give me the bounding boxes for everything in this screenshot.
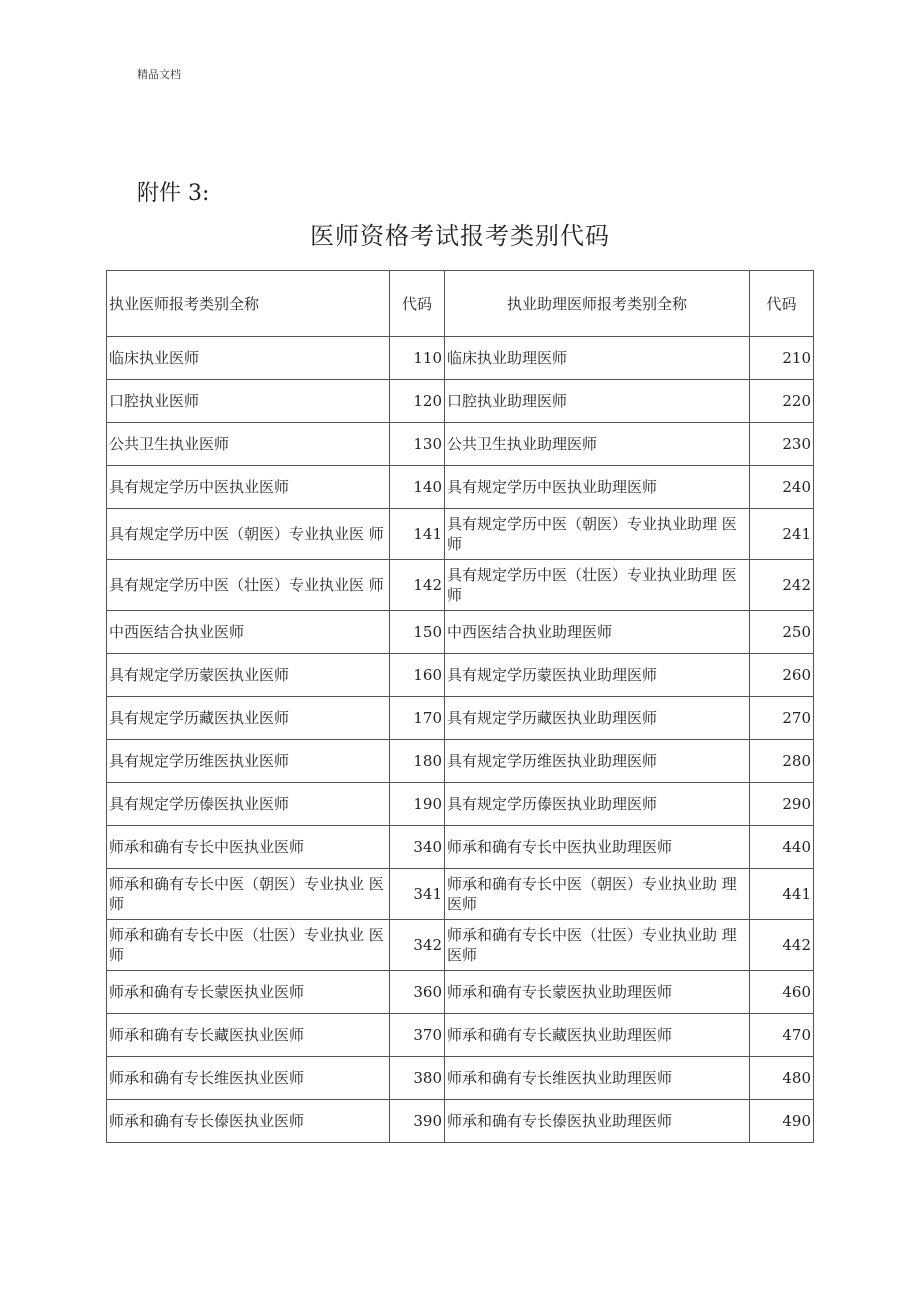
table-row [107, 783, 814, 826]
table-row [107, 1100, 814, 1143]
assistant-code-cell: 480 [750, 1057, 814, 1100]
physician-code-cell: 340 [390, 826, 445, 869]
physician-code-cell: 110 [390, 337, 445, 380]
physician-code-cell: 341 [390, 869, 445, 920]
assistant-category-cell: 具有规定学历中医（朝医）专业执业助理 医师 [445, 509, 750, 560]
assistant-code-cell: 240 [750, 466, 814, 509]
physician-category-cell: 临床执业医师 [107, 337, 390, 380]
assistant-code-cell: 242 [750, 560, 814, 611]
table-row [107, 971, 814, 1014]
assistant-category-cell: 师承和确有专长中医执业助理医师 [445, 826, 750, 869]
assistant-category-cell: 具有规定学历中医（壮医）专业执业助理 医师 [445, 560, 750, 611]
table-row [107, 560, 814, 611]
table-row [107, 611, 814, 654]
table-row [107, 654, 814, 697]
assistant-code-cell: 280 [750, 740, 814, 783]
physician-code-cell: 160 [390, 654, 445, 697]
physician-code-cell: 390 [390, 1100, 445, 1143]
physician-code-cell: 150 [390, 611, 445, 654]
assistant-category-cell: 具有规定学历藏医执业助理医师 [445, 697, 750, 740]
assistant-code-cell: 440 [750, 826, 814, 869]
physician-code-cell: 380 [390, 1057, 445, 1100]
assistant-category-cell: 师承和确有专长中医（朝医）专业执业助 理医师 [445, 869, 750, 920]
assistant-category-cell: 具有规定学历中医执业助理医师 [445, 466, 750, 509]
table-row [107, 509, 814, 560]
header-assistant-code: 代码 [750, 271, 814, 337]
physician-code-cell: 370 [390, 1014, 445, 1057]
physician-category-cell: 师承和确有专长中医（朝医）专业执业 医师 [107, 869, 390, 920]
physician-category-cell: 具有规定学历中医（壮医）专业执业医 师 [107, 560, 390, 611]
page-title: 医师资格考试报考类别代码 [310, 222, 610, 250]
assistant-code-cell: 210 [750, 337, 814, 380]
physician-category-cell: 师承和确有专长中医（壮医）专业执业 医师 [107, 920, 390, 971]
assistant-code-cell: 260 [750, 654, 814, 697]
table-row [107, 1014, 814, 1057]
header-note: 精品文档 [137, 68, 181, 81]
table-row [107, 337, 814, 380]
assistant-code-cell: 490 [750, 1100, 814, 1143]
assistant-code-cell: 270 [750, 697, 814, 740]
physician-category-cell: 具有规定学历藏医执业医师 [107, 697, 390, 740]
physician-code-cell: 180 [390, 740, 445, 783]
assistant-code-cell: 442 [750, 920, 814, 971]
physician-code-cell: 342 [390, 920, 445, 971]
physician-code-cell: 170 [390, 697, 445, 740]
assistant-category-cell: 口腔执业助理医师 [445, 380, 750, 423]
assistant-code-cell: 470 [750, 1014, 814, 1057]
assistant-category-cell: 师承和确有专长中医（壮医）专业执业助 理医师 [445, 920, 750, 971]
assistant-category-cell: 中西医结合执业助理医师 [445, 611, 750, 654]
physician-category-cell: 具有规定学历维医执业医师 [107, 740, 390, 783]
physician-category-cell: 具有规定学历蒙医执业医师 [107, 654, 390, 697]
assistant-category-cell: 师承和确有专长蒙医执业助理医师 [445, 971, 750, 1014]
physician-category-cell: 师承和确有专长藏医执业医师 [107, 1014, 390, 1057]
physician-category-cell: 具有规定学历中医（朝医）专业执业医 师 [107, 509, 390, 560]
physician-code-cell: 120 [390, 380, 445, 423]
physician-category-cell: 师承和确有专长傣医执业医师 [107, 1100, 390, 1143]
assistant-category-cell: 公共卫生执业助理医师 [445, 423, 750, 466]
assistant-category-cell: 师承和确有专长傣医执业助理医师 [445, 1100, 750, 1143]
assistant-code-cell: 230 [750, 423, 814, 466]
assistant-category-cell: 具有规定学历蒙医执业助理医师 [445, 654, 750, 697]
table-row [107, 826, 814, 869]
physician-category-cell: 师承和确有专长维医执业医师 [107, 1057, 390, 1100]
physician-code-cell: 142 [390, 560, 445, 611]
header-physician-category: 执业医师报考类别全称 [107, 271, 390, 337]
physician-category-cell: 具有规定学历傣医执业医师 [107, 783, 390, 826]
assistant-code-cell: 441 [750, 869, 814, 920]
physician-code-cell: 190 [390, 783, 445, 826]
assistant-category-cell: 临床执业助理医师 [445, 337, 750, 380]
table-row [107, 423, 814, 466]
physician-code-cell: 141 [390, 509, 445, 560]
assistant-code-cell: 290 [750, 783, 814, 826]
physician-code-cell: 130 [390, 423, 445, 466]
assistant-category-cell: 师承和确有专长藏医执业助理医师 [445, 1014, 750, 1057]
header-physician-code: 代码 [390, 271, 445, 337]
attachment-label: 附件 3: [137, 181, 210, 206]
physician-category-cell: 中西医结合执业医师 [107, 611, 390, 654]
physician-code-cell: 360 [390, 971, 445, 1014]
assistant-category-cell: 师承和确有专长维医执业助理医师 [445, 1057, 750, 1100]
header-assistant-category: 执业助理医师报考类别全称 [445, 271, 750, 337]
table-row [107, 380, 814, 423]
table-header-row [107, 271, 814, 337]
assistant-code-cell: 460 [750, 971, 814, 1014]
table-row [107, 1057, 814, 1100]
table-row [107, 466, 814, 509]
category-code-table [106, 270, 814, 1143]
table-row [107, 869, 814, 920]
table-row [107, 697, 814, 740]
physician-category-cell: 具有规定学历中医执业医师 [107, 466, 390, 509]
physician-code-cell: 140 [390, 466, 445, 509]
assistant-category-cell: 具有规定学历维医执业助理医师 [445, 740, 750, 783]
assistant-category-cell: 具有规定学历傣医执业助理医师 [445, 783, 750, 826]
assistant-code-cell: 241 [750, 509, 814, 560]
physician-category-cell: 公共卫生执业医师 [107, 423, 390, 466]
physician-category-cell: 师承和确有专长中医执业医师 [107, 826, 390, 869]
assistant-code-cell: 220 [750, 380, 814, 423]
physician-category-cell: 师承和确有专长蒙医执业医师 [107, 971, 390, 1014]
physician-category-cell: 口腔执业医师 [107, 380, 390, 423]
table-row [107, 920, 814, 971]
assistant-code-cell: 250 [750, 611, 814, 654]
table-row [107, 740, 814, 783]
